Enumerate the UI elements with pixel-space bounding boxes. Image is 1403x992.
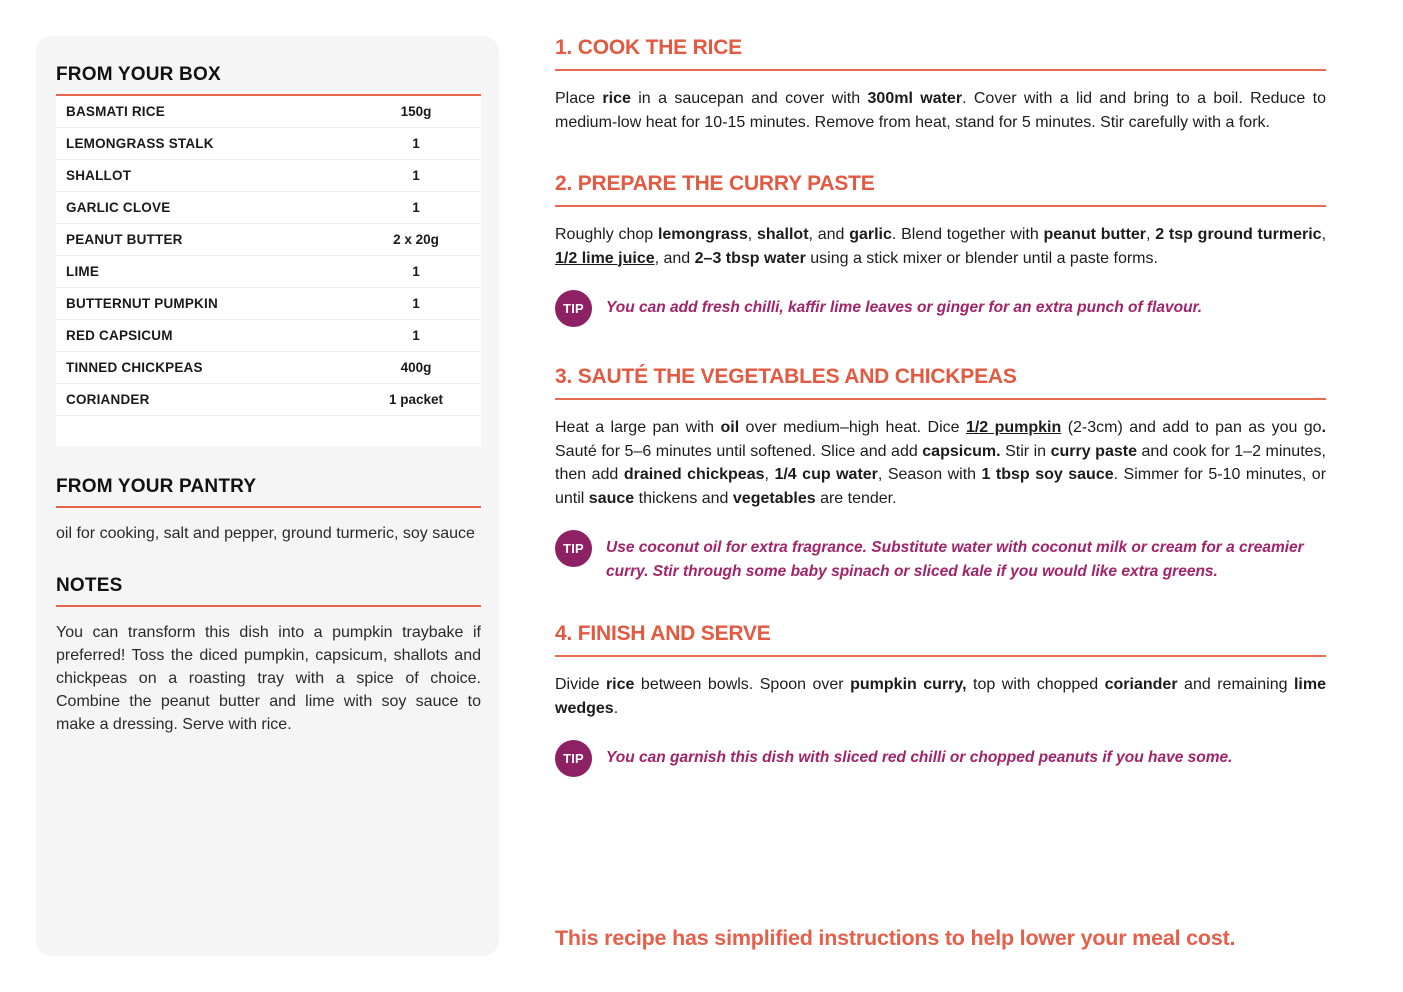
emphasis-text: 2 tsp ground turmeric bbox=[1155, 226, 1322, 243]
step-3-saute-vegetables-and-chickpeas bbox=[555, 365, 1326, 584]
step-body: Place rice in a saucepan and cover with 300ml water. Cover with a lid and bring to a boil. Reduce to medium-low heat for 10-15 minutes. Remove from heat, stand for 5 minutes. Stir carefully with a fork. bbox=[555, 90, 1327, 131]
table-row bbox=[56, 128, 481, 160]
ingredients-panel bbox=[36, 36, 499, 956]
ingredient-name: BASMATI RICE bbox=[66, 104, 165, 119]
emphasis-text: vegetables bbox=[732, 489, 816, 507]
ingredient-name: BUTTERNUT PUMPKIN bbox=[66, 296, 218, 311]
emphasis-text: shallot bbox=[756, 226, 809, 243]
simplified-instructions-note: This recipe has simplified instructions to help lower your meal cost. bbox=[555, 926, 1236, 950]
ingredients-table bbox=[56, 96, 481, 446]
emphasis-text: 1/2 pumpkin bbox=[965, 419, 1062, 436]
emphasis-text: 300ml water bbox=[867, 90, 963, 107]
table-row bbox=[56, 224, 481, 256]
ingredient-name: LEMONGRASS STALK bbox=[66, 136, 214, 151]
emphasis-text: oil bbox=[720, 419, 740, 436]
tip-badge-icon: TIP bbox=[555, 530, 592, 567]
emphasis-text: curry paste bbox=[1050, 442, 1137, 460]
step-4-finish-and-serve bbox=[555, 622, 1326, 777]
tip-row bbox=[555, 740, 1326, 777]
notes-title-rule bbox=[56, 605, 481, 607]
box-table-body bbox=[56, 96, 481, 416]
instructions-column bbox=[555, 36, 1326, 815]
ingredient-qty: 1 packet bbox=[388, 392, 444, 407]
emphasis-text: 1/2 lime juice bbox=[555, 249, 655, 267]
ingredient-qty: 400g bbox=[400, 360, 432, 375]
notes-text: You can transform this dish into a pumpkin traybake if preferred! Toss the diced pumpkin, capsicum, shallots and chickpeas on a roasting tray with a spice of choice. Combine the peanut butter and lime with soy sauce to make a dressing. Serve with rice. bbox=[56, 624, 481, 733]
ingredient-name: PEANUT BUTTER bbox=[66, 232, 183, 247]
table-empty-row bbox=[56, 416, 481, 446]
step-title: 3. SAUTÉ THE VEGETABLES AND CHICKPEAS bbox=[555, 365, 1326, 400]
tip-text: Use coconut oil for extra fragrance. Substitute water with coconut milk or cream for a creamier curry. Stir through some baby spinach or sliced kale if you would like extra greens. bbox=[606, 539, 1304, 580]
table-row bbox=[56, 384, 481, 416]
ingredient-name: RED CAPSICUM bbox=[66, 328, 173, 343]
ingredient-name: SHALLOT bbox=[66, 168, 132, 183]
ingredient-name: CORIANDER bbox=[66, 392, 150, 407]
tip-text: You can garnish this dish with sliced red chilli or chopped peanuts if you have some. bbox=[606, 749, 1233, 766]
emphasis-text: 1 tbsp soy sauce bbox=[981, 466, 1114, 483]
step-title: 2. PREPARE THE CURRY PASTE bbox=[555, 172, 1326, 207]
emphasis-text: sauce bbox=[588, 489, 635, 507]
step-2-prepare-the-curry-paste bbox=[555, 172, 1326, 327]
ingredient-name: GARLIC CLOVE bbox=[66, 200, 171, 215]
table-row bbox=[56, 352, 481, 384]
step-title: 4. FINISH AND SERVE bbox=[555, 622, 1326, 657]
tip-row bbox=[555, 530, 1326, 584]
step-title: 1. COOK THE RICE bbox=[555, 36, 1326, 71]
emphasis-text: garlic bbox=[849, 226, 892, 243]
emphasis-text: coriander bbox=[1104, 676, 1178, 693]
tip-text: You can add fresh chilli, kaffir lime leaves or ginger for an extra punch of flavour. bbox=[606, 299, 1203, 316]
step-body: Roughly chop lemongrass, shallot, and garlic. Blend together with peanut butter, 2 tsp ground turmeric, 1/2 lime juice, and 2–3 tbsp water using a stick mixer or blender until a paste forms. bbox=[555, 226, 1327, 267]
table-row bbox=[56, 160, 481, 192]
emphasis-text: lemongrass bbox=[657, 226, 748, 243]
emphasis-text: capsicum. bbox=[922, 442, 1001, 460]
ingredient-qty: 1 bbox=[412, 136, 420, 151]
box-section-title: FROM YOUR BOX bbox=[56, 64, 221, 85]
ingredient-qty: 1 bbox=[412, 200, 420, 215]
emphasis-text: rice bbox=[602, 90, 631, 107]
notes-section-title: NOTES bbox=[56, 575, 123, 596]
ingredient-name: TINNED CHICKPEAS bbox=[66, 360, 203, 375]
table-row bbox=[56, 320, 481, 352]
tip-badge-icon: TIP bbox=[555, 740, 592, 777]
table-row bbox=[56, 288, 481, 320]
step-1-cook-the-rice bbox=[555, 36, 1326, 134]
notes-section bbox=[56, 575, 481, 736]
ingredient-qty: 150g bbox=[400, 104, 432, 119]
ingredient-qty: 2 x 20g bbox=[393, 232, 439, 247]
tip-badge-icon: TIP bbox=[555, 290, 592, 327]
emphasis-text: 1/4 cup water bbox=[774, 466, 878, 483]
ingredient-qty: 1 bbox=[412, 168, 420, 183]
ingredient-qty: 1 bbox=[412, 296, 420, 311]
emphasis-text: 2–3 tbsp water bbox=[694, 249, 806, 267]
emphasis-text: drained chickpeas bbox=[623, 466, 765, 483]
ingredient-qty: 1 bbox=[412, 328, 420, 343]
table-row bbox=[56, 256, 481, 288]
tip-row bbox=[555, 290, 1326, 327]
table-row bbox=[56, 96, 481, 128]
step-body: Divide rice between bowls. Spoon over pumpkin curry, top with chopped coriander and remaining lime wedges. bbox=[555, 676, 1326, 717]
emphasis-text: rice bbox=[605, 676, 635, 693]
emphasis-text: lime wedges bbox=[555, 676, 1326, 717]
emphasis-text: . bbox=[1321, 419, 1327, 436]
pantry-text: oil for cooking, salt and pepper, ground turmeric, soy sauce bbox=[56, 525, 475, 542]
emphasis-text: pumpkin curry, bbox=[850, 676, 967, 693]
ingredient-qty: 1 bbox=[412, 264, 420, 279]
step-body: Heat a large pan with oil over medium–high heat. Dice 1/2 pumpkin (2-3cm) and add to pan as you go. Sauté for 5–6 minutes until softened. Slice and add capsicum. Stir in curry paste and cook for 1–2 minutes, then add drained chickpeas, 1/4 cup water, Season with 1 tbsp soy sauce. Simmer for 5-10 minutes, or until sauce thickens and vegetables are tender. bbox=[555, 419, 1327, 507]
pantry-section bbox=[56, 476, 481, 545]
emphasis-text: peanut butter bbox=[1043, 226, 1147, 243]
table-row bbox=[56, 192, 481, 224]
pantry-section-title: FROM YOUR PANTRY bbox=[56, 476, 257, 497]
ingredient-name: LIME bbox=[66, 264, 100, 279]
pantry-title-rule bbox=[56, 506, 481, 508]
